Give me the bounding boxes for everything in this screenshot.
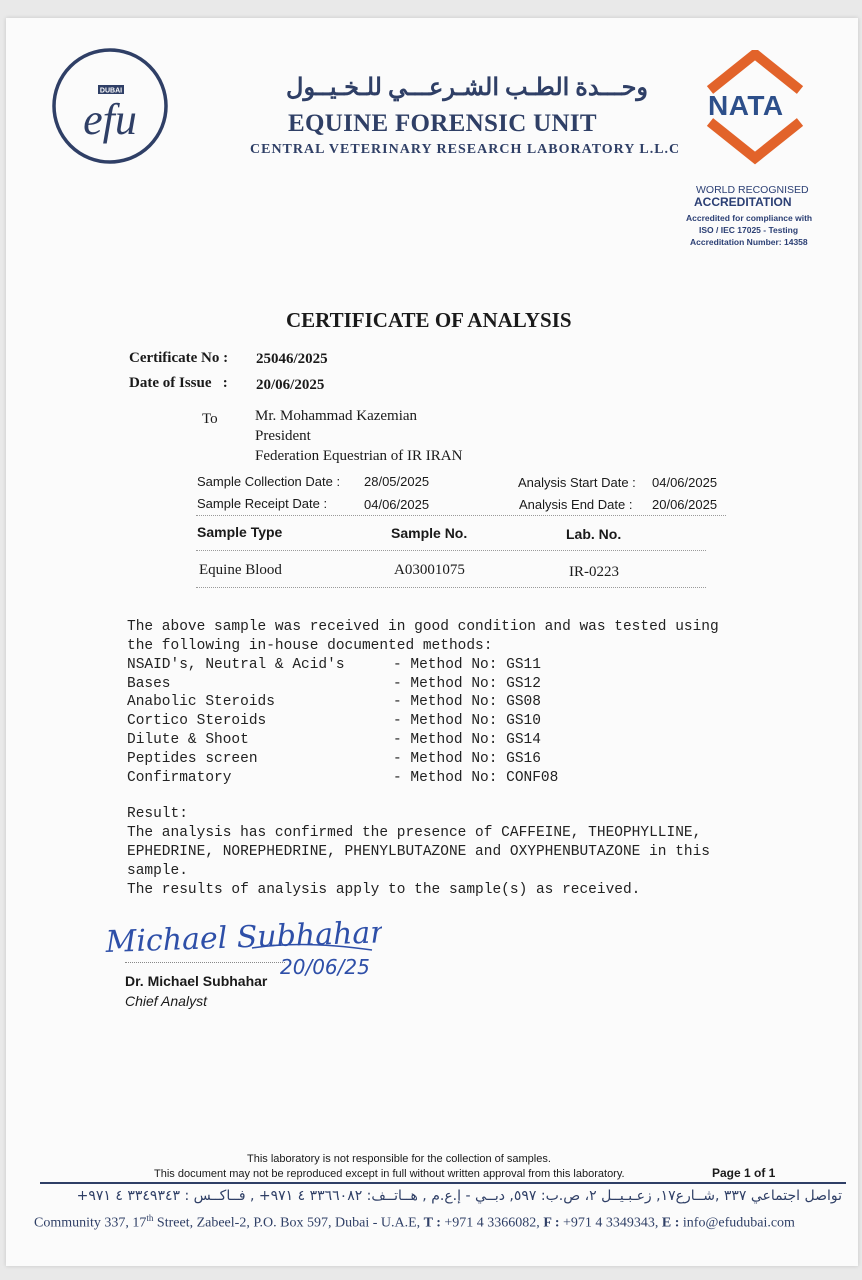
- result-line-2: EPHEDRINE, NOREPHEDRINE, PHENYLBUTAZONE and OXYPHENBUTAZONE in this: [127, 844, 710, 860]
- issue-date: 20/06/2025: [256, 377, 325, 393]
- analysis-start-date: 04/06/2025: [652, 475, 718, 490]
- analysis-end-date: 20/06/2025: [652, 497, 718, 512]
- lab-name: CENTRAL VETERINARY RESEARCH LABORATORY L.L.C: [250, 142, 681, 157]
- method-name: Cortico Steroids: [127, 713, 267, 729]
- result-line-1: The analysis has confirmed the presence of CAFFEINE, THEOPHYLLINE,: [127, 825, 702, 841]
- method-code: - Method No: GS08: [393, 694, 541, 710]
- signature-underline: [125, 962, 285, 963]
- phone-label: T :: [423, 1215, 441, 1231]
- receipt-date: 04/06/2025: [364, 497, 430, 512]
- fax-value: +971 4 3349343,: [559, 1215, 662, 1231]
- address-text: Community 337, 17: [34, 1215, 147, 1231]
- recipient-org: Federation Equestrian of IR IRAN: [255, 448, 463, 464]
- footer-address-arabic: تواصل اجتماعي ٣٣٧ ,شــارع١٧, زعـبـيــل ٢، ص.ب: ٥٩٧, دبــي - إ.ع.م , هــاتــف: ٣٣٦٦٠٨٢ ٤ ٩٧١+ , فــاكــس : ٣٣٤٩٣٤٣ ٤ ٩٧١+: [76, 1188, 842, 1204]
- disclaimer-2: This document may not be reproduced except in full without written approval from this laboratory.: [154, 1168, 625, 1180]
- issue-date-label: Date of Issue :: [129, 375, 228, 391]
- result-line-3: sample.: [127, 863, 188, 879]
- accreditation-line-4: ISO / IEC 17025 - Testing: [699, 225, 799, 235]
- accreditation-line-1: WORLD RECOGNISED: [696, 184, 809, 196]
- recipient-title: President: [255, 428, 311, 444]
- address-text: Street, Zabeel-2, P.O. Box 597, Dubai - U.A.E,: [153, 1215, 424, 1231]
- method-name: NSAID's, Neutral & Acid's: [127, 657, 345, 673]
- table-cell-sample-type: Equine Blood: [199, 562, 282, 578]
- logo-mark-text: efu: [83, 95, 137, 144]
- unit-name: EQUINE FORENSIC UNIT: [288, 110, 597, 137]
- table-cell-lab-no: IR-0223: [569, 564, 619, 580]
- signatory-role: Chief Analyst: [125, 993, 207, 1009]
- nata-text: NATA: [708, 90, 784, 121]
- methods-intro-line-2: the following in-house documented methods:: [127, 638, 493, 654]
- table-header-sample-no: Sample No.: [391, 525, 468, 541]
- certificate-no-label: Certificate No :: [129, 350, 229, 366]
- footer-rule: [40, 1182, 846, 1184]
- recipient-name: Mr. Mohammad Kazemian: [255, 408, 418, 424]
- page-number: Page 1 of 1: [712, 1166, 776, 1180]
- methods-intro-line-1: The above sample was received in good condition and was tested using: [127, 619, 719, 635]
- handwritten-signature: [102, 910, 382, 980]
- method-name: Confirmatory: [127, 770, 232, 786]
- accreditation-line-3: Accredited for compliance with: [686, 213, 813, 223]
- to-label: To: [202, 411, 218, 427]
- document-page: [6, 18, 858, 1266]
- logo-dubai-text: DUBAI: [99, 87, 123, 95]
- accreditation-line-5: Accreditation Number: 14358: [690, 237, 808, 247]
- analysis-start-label: Analysis Start Date :: [518, 475, 636, 490]
- signatory-name: Dr. Michael Subhahar: [125, 973, 268, 989]
- method-code: - Method No: GS10: [393, 713, 541, 729]
- signature-icon: [102, 910, 382, 980]
- svg-text:Michael Subhahar: Michael Subhahar: [105, 915, 382, 960]
- phone-value: +971 4 3366082,: [440, 1215, 544, 1231]
- arabic-unit-name: وحـــدة الطـب الشـرعـــي للـخـيــول: [286, 75, 648, 101]
- method-code: - Method No: GS16: [393, 751, 541, 767]
- table-cell-sample-no: A03001075: [394, 562, 465, 578]
- certificate-title: CERTIFICATE OF ANALYSIS: [286, 308, 572, 332]
- analysis-end-label: Analysis End Date :: [519, 497, 633, 512]
- collection-date-label: Sample Collection Date :: [197, 474, 341, 489]
- svg-text:20/06/25: 20/06/25: [280, 955, 370, 979]
- method-name: Peptides screen: [127, 751, 258, 767]
- method-name: Dilute & Shoot: [127, 732, 249, 748]
- efu-logo: [50, 46, 170, 166]
- collection-date: 28/05/2025: [364, 474, 430, 489]
- method-code: - Method No: GS12: [393, 676, 541, 692]
- fax-label: F :: [543, 1215, 560, 1231]
- method-code: - Method No: CONF08: [393, 770, 559, 786]
- method-name: Bases: [127, 676, 171, 692]
- method-code: - Method No: GS14: [393, 732, 541, 748]
- divider: [196, 550, 706, 551]
- divider: [196, 515, 726, 516]
- accreditation-line-2: ACCREDITATION: [694, 195, 792, 209]
- divider: [196, 587, 706, 588]
- method-name: Anabolic Steroids: [127, 694, 275, 710]
- certificate-no: 25046/2025: [256, 351, 328, 367]
- footer-address-english: [34, 1213, 795, 1232]
- email-label: E :: [661, 1215, 680, 1231]
- disclaimer-1: This laboratory is not responsible for the collection of samples.: [247, 1153, 551, 1165]
- efu-logo-icon: [50, 46, 170, 166]
- table-header-lab-no: Lab. No.: [566, 526, 622, 542]
- result-label: Result:: [127, 806, 188, 822]
- method-code: - Method No: GS11: [393, 657, 541, 673]
- address-superscript: th: [146, 1213, 154, 1223]
- receipt-date-label: Sample Receipt Date :: [197, 496, 328, 511]
- email-value: info@efudubai.com: [679, 1215, 795, 1231]
- result-line-4: The results of analysis apply to the sample(s) as received.: [127, 882, 641, 898]
- table-header-sample-type: Sample Type: [197, 524, 283, 540]
